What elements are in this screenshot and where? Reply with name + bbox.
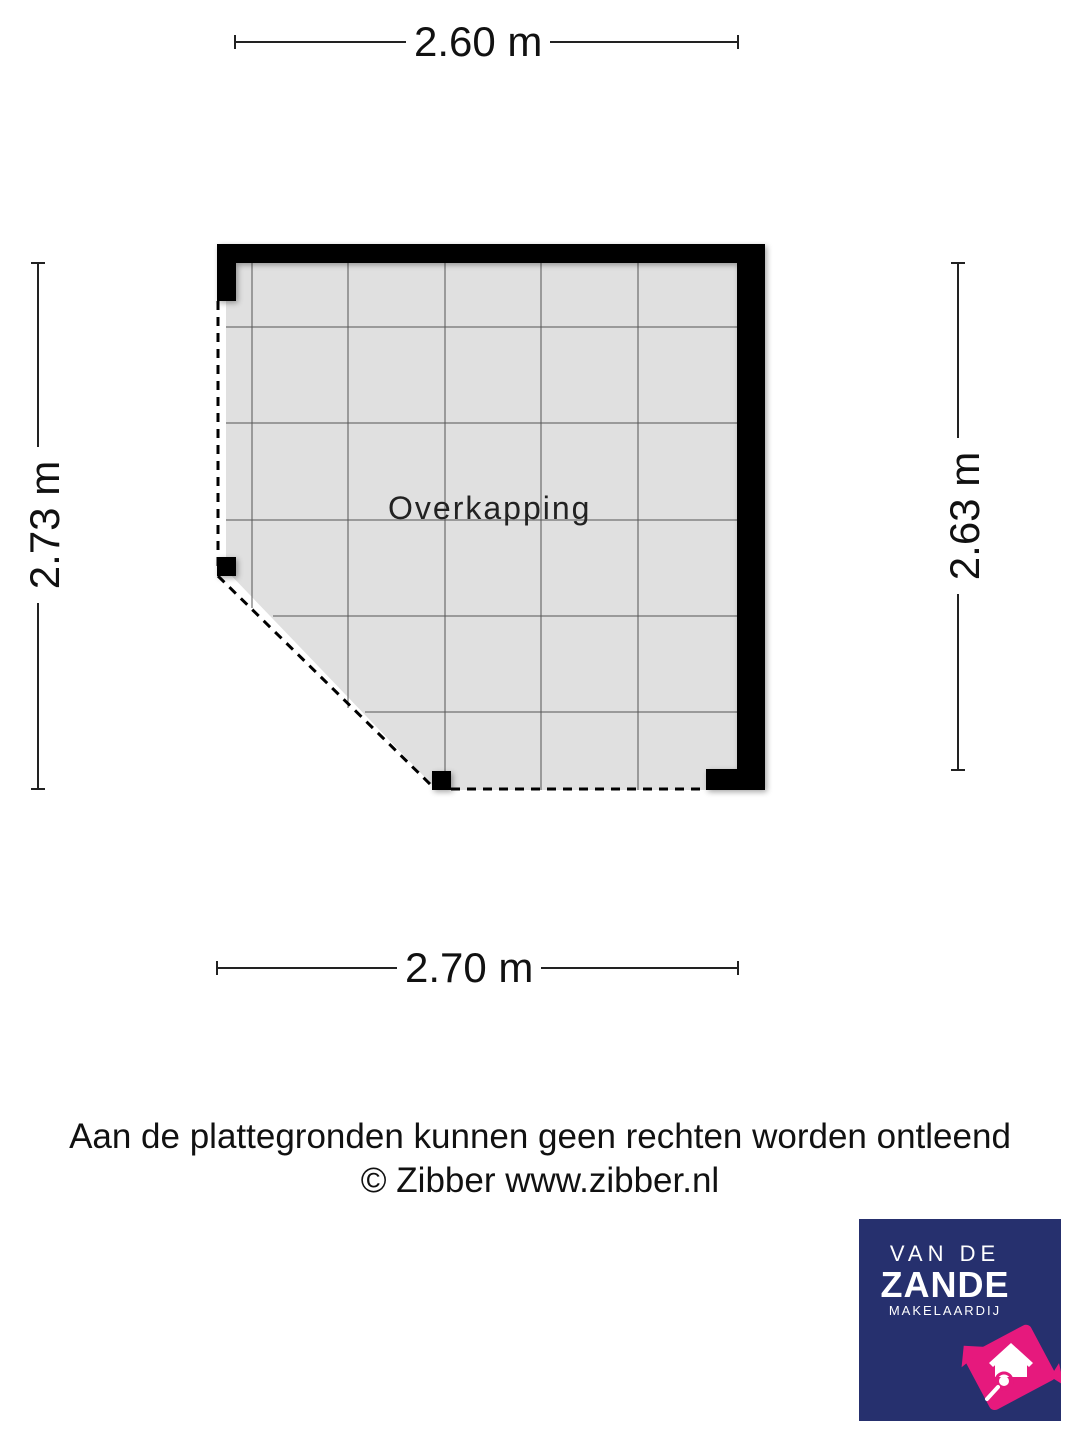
credit-text: © Zibber www.zibber.nl xyxy=(360,1161,720,1200)
wall-left-stub xyxy=(217,244,236,301)
wall-bottom-stub xyxy=(706,769,765,790)
company-logo xyxy=(859,1219,1061,1421)
logo-line2: ZANDE xyxy=(880,1264,1010,1305)
dimension-bottom-label: 2.70 m xyxy=(397,944,541,992)
disclaimer-text: Aan de plattegronden kunnen geen rechten worden ontleend xyxy=(69,1117,1011,1156)
post-bottom xyxy=(432,771,451,790)
dimension-right-label: 2.63 m xyxy=(941,438,989,594)
wall-top xyxy=(217,244,765,263)
post-left xyxy=(217,557,236,576)
room-label: Overkapping xyxy=(388,490,592,526)
logo-line3: MAKELAARDIJ xyxy=(888,1303,1002,1318)
logo-line1: VAN DE xyxy=(889,1241,1001,1266)
dimension-left-label: 2.73 m xyxy=(21,447,69,603)
house-search-icon xyxy=(859,1219,1061,1421)
dimension-top-label: 2.60 m xyxy=(406,18,550,66)
wall-right xyxy=(737,244,765,790)
